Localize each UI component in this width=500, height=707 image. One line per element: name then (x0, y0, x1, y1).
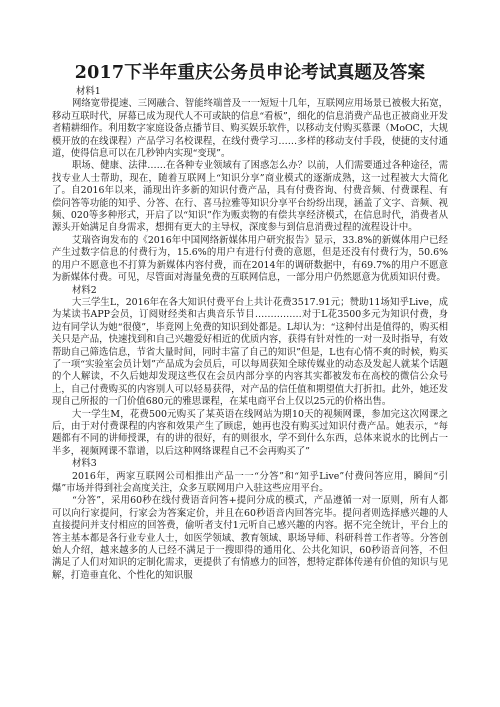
paragraph: “分答”，采用60秒在线付费语音问答+提问分成的模式，产品遵循一对一原则，所有人都可以向行家提问，行家会为答案定价，并且在60秒语音内回答完毕。提问者则选择感兴趣的人直接提问并支付相应的回答费，偷听者支付1元听自己感兴趣的内容。据不完全统计，平台上的答主基本都是各行业专业人士，如医学领域、教育领域、职场导师、科研科普工作者等。分答创始人介绍，越来越多的人已经不满足于一搜即得的通用化、公共化知识，60秒语音问答，不但满足了人们对知识的定制化需求，更提供了有情感力的回答，想特定群体传递有价值的知识与见解，打造垂直化、个性化的知识服 (52, 495, 448, 581)
paragraph: 艾瑞咨询发布的《2016年中国网络新媒体用户研究报告》显示，33.8%的新媒体用户已经产生过数字信息的付费行为，15.6%的用户有进行付费的意愿，但是还没有付费行为，50.6%的用户不愿意也不打算为新媒体内容付费，而在2014年的调研数据中，有69.7%的用户不愿意为新媒体付费。可见，尽管面对海量免费的互联网信息，一部分用户仍然愿意为优质知识付费。 (52, 234, 448, 284)
paragraph: 职场、健康、法律……在各种专业领域有了困惑怎么办？以前，人们需要通过各种途径，需找专业人士帮助，现在，随着互联网上“知识分享”商业模式的逐渐成熟，这一过程被大大简化了。自2016年以来，涌现出许多新的知识付费产品，具有付费咨询、付费音频、付费课程、有偿问答等功能的知乎、分答、在行、喜马拉雅等知识分享平台纷纷出现，涵盖了文字、音频、视频、020等多种形式，开启了以“知识”作为贩卖物的有偿共享经济模式，在信息时代，消费者从源头开始满足自身需求，想拥有更大的主导权，深度参与到信息消费过程的流程设计中。 (52, 160, 448, 234)
section-label: 材料2 (72, 284, 97, 296)
section-label: 材料3 (72, 458, 97, 470)
section-material-2 (52, 285, 448, 459)
section-material-3 (52, 458, 448, 582)
paragraph: 大三学生L，2016年在各大知识付费平台上共计花费3517.91元；赞助11场知乎Live，成为某读书APP会员，订阅财经类和古典音乐节目……………对于L花3500多元为知识付费，身边有同学认为她“很傻”，毕竟网上免费的知识到处都是。L却认为：“这种付出是值得的，购买相关只是产品，快速找到和自己兴趣爱好相近的优质内容，获得有针对性的一对一及时指导，有效帮助自己筛选信息，节省大量时间，同时丰富了自己的知识”但是，L也有心情不爽的时候，购买了一项“实验室会员计划”产品成为会员后，可以每周获知全球传媒业的动态及发起人就某个话题的个人解读，不久后她却发现这些仅在会员内部分享的内容其实都被发布在高校的微信公众号上，自己付费购买的内容别人可以轻易获得，对产品的信任值和期望值大打折扣。此外，她还发现自己所报的一门价值680元的雅思课程，在某电商平台上仅以25元的价格出售。 (52, 296, 448, 408)
section-label: 材料1 (76, 86, 101, 97)
paragraph: 2016年，两家互联网公司相推出产品一一“分答”和“知乎Live”付费问答应用，瞬间“引爆”市场并得到社会高度关注，众多互联网用户入驻这些应用平台。 (52, 470, 448, 494)
document-title: 2017下半年重庆公务员申论考试真题及答案 (74, 63, 426, 83)
section-material-1 (52, 86, 448, 285)
paragraph: 网络宽带提速、三网融合、智能终端普及一一短短十几年，互联网应用场景已被极大拓宽，移动互联时代，屏幕已成为现代人不可或缺的信息“看板”，细化的信息消费产品也正被商业开发者精耕细作。利用数字家庭设备点播节目、购买娱乐软件，以移动支付购买慕课（MoOC，大规模开放的在线课程）产品学习名校课程，在线付费学习……多样的移动支付手段，使捷的支付通道，使得信息可以在几秒钟内实现“变现”。 (52, 98, 448, 160)
paragraph: 大一学生M，花费500元购买了某英语在线网站为期10天的视频网课，参加完这次网课之后，由于对付费课程的内容和效果产生了顾虑，她再也没有购买过知识付费产品。她表示，“每题都有不同的讲师授课，有的讲的很好，有的则很水，学不到什么东西，总体来说水的比例占一半多，视频网课不靠谱，以后这种网络课程自己不会再购买了” (52, 408, 448, 457)
